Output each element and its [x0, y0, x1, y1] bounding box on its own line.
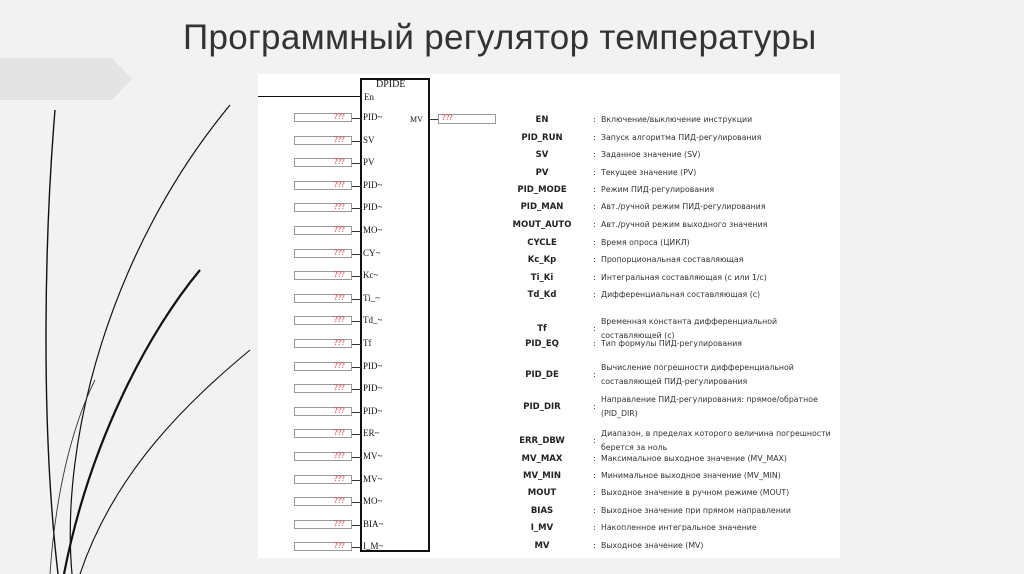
param-description: Пропорциональная составляющая	[601, 255, 744, 264]
param-separator: :	[593, 471, 596, 480]
param-name: Ti_Ki	[530, 273, 554, 283]
param-separator: :	[593, 202, 596, 211]
param-separator: :	[593, 168, 596, 177]
input-placeholder: ???	[334, 157, 345, 166]
param-description: Вычисление погрешности дифференциальной составляющей ПИД-регулирования	[601, 363, 794, 386]
param-separator: :	[593, 255, 596, 264]
param-name: MOUT	[527, 488, 557, 498]
param-separator: :	[593, 185, 596, 194]
input-connector	[352, 367, 361, 368]
input-placeholder: ???	[334, 406, 345, 415]
param-description: Временная константа дифференциальной составляющей (с)	[601, 317, 778, 340]
input-connector	[352, 480, 361, 481]
param-name: ERR_DBW	[519, 436, 565, 446]
input-placeholder: ???	[334, 451, 345, 460]
param-name: MV_MIN	[522, 471, 562, 481]
param-separator: :	[593, 339, 596, 348]
param-description: Выходное значение (MV)	[601, 541, 704, 550]
param-separator: :	[593, 324, 596, 333]
input-placeholder: ???	[334, 135, 345, 144]
input-connector	[352, 457, 361, 458]
input-connector	[352, 502, 361, 503]
curve-3	[64, 270, 200, 574]
param-name: MOUT_AUTO	[512, 220, 572, 230]
curve-1	[46, 110, 58, 574]
input-connector	[352, 186, 361, 187]
param-separator: :	[593, 150, 596, 159]
input-connector	[352, 276, 361, 277]
param-name: PV	[535, 168, 549, 178]
param-description: Максимальное выходное значение (MV_MAX)	[601, 454, 787, 463]
input-pin-label: MO~	[363, 225, 383, 235]
param-description: Запуск алгоритма ПИД-регулирования	[601, 133, 762, 142]
input-pin-label: PV	[363, 157, 375, 167]
param-separator: :	[593, 454, 596, 463]
input-connector	[352, 254, 361, 255]
input-connector	[352, 299, 361, 300]
input-connector	[352, 208, 361, 209]
param-description: Заданное значение (SV)	[601, 150, 701, 159]
param-name: MV_MAX	[521, 454, 563, 464]
input-placeholder: ???	[334, 496, 345, 505]
input-placeholder: ???	[334, 180, 345, 189]
param-name: PID_MODE	[517, 185, 567, 195]
input-connector	[352, 321, 361, 322]
param-description: Текущее значение (PV)	[601, 168, 697, 177]
page-title: Программный регулятор температуры	[183, 18, 817, 57]
param-description: Выходное значение при прямом направлении	[601, 506, 791, 515]
input-placeholder: ???	[334, 293, 345, 302]
input-placeholder: ???	[334, 225, 345, 234]
input-pin-label: SV	[363, 135, 375, 145]
param-separator: :	[593, 238, 596, 247]
input-placeholder: ???	[334, 361, 345, 370]
curve-5	[50, 380, 95, 574]
curve-2	[70, 105, 230, 574]
param-description: Минимальное выходное значение (MV_MIN)	[601, 471, 781, 480]
input-placeholder: ???	[334, 248, 345, 257]
param-separator: :	[593, 523, 596, 532]
param-name: PID_RUN	[521, 133, 563, 143]
param-description: Интегральная составляющая (с или 1/с)	[601, 273, 767, 282]
input-pin-label: Tf	[363, 338, 372, 348]
param-name: Td_Kd	[527, 290, 557, 300]
input-connector	[352, 412, 361, 413]
input-pin-label: PID~	[363, 361, 383, 371]
param-description: Режим ПИД-регулирования	[601, 185, 715, 194]
function-block-panel	[258, 74, 840, 558]
input-placeholder: ???	[334, 383, 345, 392]
param-description: Включение/выключение инструкции	[601, 115, 753, 124]
input-pin-label: MO~	[363, 496, 383, 506]
input-pin-label: I_M~	[363, 541, 384, 551]
input-pin-label: MV~	[363, 451, 383, 461]
input-placeholder: ???	[334, 519, 345, 528]
input-connector	[352, 231, 361, 232]
param-separator: :	[593, 290, 596, 299]
input-placeholder: ???	[334, 428, 345, 437]
param-name: PID_EQ	[525, 339, 559, 349]
param-separator: :	[593, 273, 596, 282]
param-name: EN	[535, 115, 549, 125]
param-name: Kc_Kp	[527, 255, 557, 265]
param-name: MV	[534, 541, 550, 551]
input-placeholder: ???	[334, 338, 345, 347]
input-pin-label: MV~	[363, 474, 383, 484]
param-description: Тип формулы ПИД-регулирования	[601, 339, 742, 348]
param-description: Авт./ручной режим выходного значения	[601, 220, 768, 229]
param-name: PID_DE	[525, 370, 559, 380]
input-connector	[352, 389, 361, 390]
param-description: Диапазон, в пределах которого величина погрешности берется за ноль	[601, 429, 831, 452]
input-connector	[352, 344, 361, 345]
param-separator: :	[593, 133, 596, 142]
param-description: Дифференциальная составляющая (с)	[601, 290, 761, 299]
param-description: Направление ПИД-регулирования: прямое/обратное (PID_DIR)	[601, 395, 818, 418]
param-description: Время опроса (ЦИКЛ)	[601, 238, 690, 247]
input-placeholder: ???	[334, 315, 345, 324]
param-name: PID_DIR	[523, 402, 561, 412]
block-en-pin: En	[364, 92, 374, 102]
input-placeholder: ???	[334, 270, 345, 279]
param-separator: :	[593, 541, 596, 550]
param-separator: :	[593, 220, 596, 229]
param-name: SV	[535, 150, 549, 160]
input-connector	[352, 163, 361, 164]
curve-4	[80, 350, 250, 574]
en-input-line	[258, 96, 361, 97]
param-separator: :	[593, 402, 596, 411]
output-pin-label: MV	[410, 115, 423, 124]
param-name: CYCLE	[527, 238, 557, 248]
input-pin-label: PID~	[363, 406, 383, 416]
input-connector	[352, 118, 361, 119]
input-pin-label: CY~	[363, 248, 381, 258]
block-title: DPIDE	[376, 79, 406, 90]
slide-tab-shape	[0, 58, 132, 100]
param-description: Накопленное интегральное значение	[601, 523, 757, 532]
input-connector	[352, 141, 361, 142]
input-connector	[352, 434, 361, 435]
param-name: PID_MAN	[520, 202, 564, 212]
output-placeholder: ???	[442, 113, 453, 122]
param-name: Tf	[537, 324, 547, 334]
input-pin-label: PID~	[363, 383, 383, 393]
param-separator: :	[593, 488, 596, 497]
param-separator: :	[593, 115, 596, 124]
input-connector	[352, 525, 361, 526]
param-name: I_MV	[530, 523, 554, 533]
input-pin-label: Ti_~	[363, 293, 381, 303]
input-pin-label: Td_~	[363, 315, 383, 325]
input-placeholder: ???	[334, 474, 345, 483]
input-pin-label: PID~	[363, 202, 383, 212]
param-description: Авт./ручной режим ПИД-регулирования	[601, 202, 766, 211]
input-pin-label: Kc~	[363, 270, 379, 280]
input-placeholder: ???	[334, 112, 345, 121]
input-pin-label: PID~	[363, 180, 383, 190]
param-separator: :	[593, 436, 596, 445]
input-pin-label: ER~	[363, 428, 380, 438]
param-name: BIAS	[530, 506, 554, 516]
param-description: Выходное значение в ручном режиме (MOUT)	[601, 488, 790, 497]
input-pin-label: PID~	[363, 112, 383, 122]
input-pin-label: BIA~	[363, 519, 384, 529]
input-placeholder: ???	[334, 541, 345, 550]
input-placeholder: ???	[334, 202, 345, 211]
param-separator: :	[593, 370, 596, 379]
param-separator: :	[593, 506, 596, 515]
input-connector	[352, 547, 361, 548]
